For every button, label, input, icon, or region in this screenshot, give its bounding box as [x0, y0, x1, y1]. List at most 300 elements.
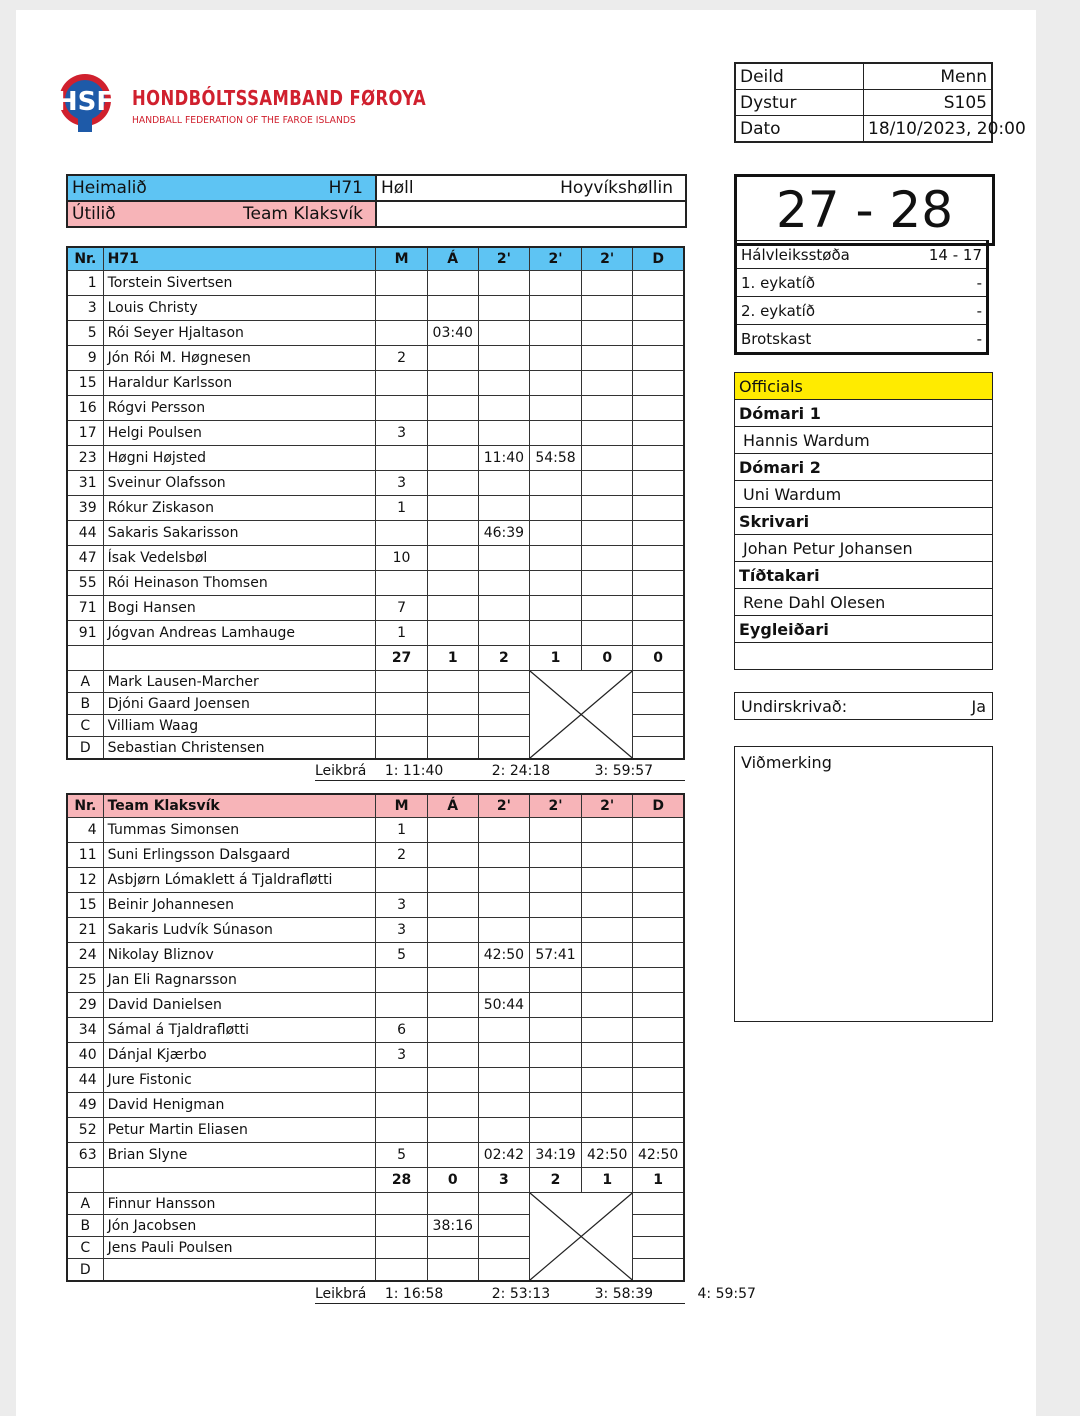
player-stat-d — [633, 571, 684, 596]
player-stat-t2 — [529, 471, 581, 496]
player-stat-d — [633, 1043, 684, 1068]
player-stat-a — [427, 868, 478, 893]
official-two-empty — [478, 1193, 529, 1215]
player-stat-t1 — [478, 1043, 529, 1068]
player-number: 17 — [67, 421, 103, 446]
official-code: A — [67, 671, 103, 693]
org-subtitle: HANDBALL FEDERATION OF THE FAROE ISLANDS — [132, 115, 356, 126]
player-stat-d — [633, 546, 684, 571]
table-row — [67, 918, 684, 943]
player-number: 24 — [67, 943, 103, 968]
player-number: 52 — [67, 1118, 103, 1143]
venue-name: Hoyvíkshøllin — [560, 178, 673, 198]
player-number: 63 — [67, 1143, 103, 1168]
venue-label: Høll — [381, 178, 414, 198]
player-name: Jan Eli Ragnarsson — [103, 968, 376, 993]
official-warning — [427, 1259, 478, 1282]
player-name: Jón Rói M. Høgnesen — [103, 346, 376, 371]
player-stat-t2 — [529, 918, 581, 943]
player-number: 3 — [67, 296, 103, 321]
player-stat-d — [633, 396, 684, 421]
player-stat-t1 — [478, 1118, 529, 1143]
player-stat-m — [376, 1118, 427, 1143]
player-stat-a — [427, 1043, 478, 1068]
player-stat-m: 10 — [376, 546, 427, 571]
player-stat-t1 — [478, 621, 529, 646]
table-row — [67, 868, 684, 893]
player-number: 15 — [67, 371, 103, 396]
official-m-empty — [376, 737, 427, 760]
player-stat-t1 — [478, 546, 529, 571]
match-header-table — [66, 174, 687, 228]
column-header-m: M — [376, 247, 427, 271]
player-stat-t3 — [582, 271, 633, 296]
player-stat-d — [633, 993, 684, 1018]
player-stat-m: 3 — [376, 893, 427, 918]
player-stat-m — [376, 1093, 427, 1118]
official-two-empty — [478, 1259, 529, 1282]
official-two-empty — [478, 1237, 529, 1259]
player-name: Høgni Højsted — [103, 446, 376, 471]
player-stat-m: 3 — [376, 918, 427, 943]
player-name: Rógvi Persson — [103, 396, 376, 421]
table-row — [67, 396, 684, 421]
official-role: Tíðtakari — [735, 562, 993, 589]
player-name: Petur Martin Eliasen — [103, 1118, 376, 1143]
player-stat-t2 — [529, 968, 581, 993]
player-number: 40 — [67, 1043, 103, 1068]
total-t3: 0 — [582, 646, 633, 671]
player-stat-a — [427, 421, 478, 446]
player-stat-t3 — [582, 496, 633, 521]
player-number: 34 — [67, 1018, 103, 1043]
player-stat-d — [633, 596, 684, 621]
player-stat-d — [633, 943, 684, 968]
player-stat-t3 — [582, 621, 633, 646]
player-stat-m: 1 — [376, 496, 427, 521]
official-name — [103, 1259, 376, 1282]
table-header-row — [67, 247, 684, 271]
player-name: Jógvan Andreas Lamhauge — [103, 621, 376, 646]
column-header-team: H71 — [103, 247, 376, 271]
player-stat-m — [376, 993, 427, 1018]
player-stat-m: 3 — [376, 1043, 427, 1068]
player-stat-d — [633, 521, 684, 546]
player-number: 55 — [67, 571, 103, 596]
score-detail-table: Hálvleiksstøða 14 - 17 1. eykatíð - 2. eykatíð - Brotskast - — [734, 240, 989, 355]
player-stat-t1 — [478, 321, 529, 346]
player-stat-m: 3 — [376, 421, 427, 446]
official-warning — [427, 737, 478, 760]
column-header-two3: 2' — [582, 794, 633, 818]
player-number: 4 — [67, 818, 103, 843]
total-m: 27 — [376, 646, 427, 671]
player-stat-t2 — [529, 993, 581, 1018]
official-d-empty — [633, 1259, 684, 1282]
player-stat-m: 5 — [376, 1143, 427, 1168]
player-stat-a — [427, 1118, 478, 1143]
official-m-empty — [376, 1237, 427, 1259]
player-stat-d — [633, 893, 684, 918]
player-stat-a — [427, 371, 478, 396]
player-stat-a: 03:40 — [427, 321, 478, 346]
total-m: 28 — [376, 1168, 427, 1193]
player-stat-a — [427, 1018, 478, 1043]
player-stat-d — [633, 321, 684, 346]
official-name: Rene Dahl Olesen — [735, 589, 993, 616]
player-stat-t2 — [529, 818, 581, 843]
table-row — [67, 596, 684, 621]
player-stat-a — [427, 1143, 478, 1168]
column-header-two3: 2' — [582, 247, 633, 271]
table-row — [67, 546, 684, 571]
player-number: 15 — [67, 893, 103, 918]
player-stat-t1 — [478, 843, 529, 868]
player-stat-t1 — [478, 818, 529, 843]
player-stat-m — [376, 521, 427, 546]
player-stat-t1 — [478, 1068, 529, 1093]
player-number: 29 — [67, 993, 103, 1018]
player-stat-m — [376, 968, 427, 993]
home-team-name: H71 — [328, 178, 363, 198]
player-stat-t1: 11:40 — [478, 446, 529, 471]
official-two-empty — [478, 715, 529, 737]
column-header-two2: 2' — [529, 247, 581, 271]
away-team-name: Team Klaksvík — [243, 204, 363, 224]
player-number: 1 — [67, 271, 103, 296]
player-stat-d — [633, 968, 684, 993]
player-name: Asbjørn Lómaklett á Tjaldrafløtti — [103, 868, 376, 893]
player-stat-m — [376, 868, 427, 893]
player-stat-t3 — [582, 868, 633, 893]
player-number: 91 — [67, 621, 103, 646]
crossed-out-cell — [529, 1193, 632, 1282]
official-code: A — [67, 1193, 103, 1215]
total-t3: 1 — [582, 1168, 633, 1193]
official-m-empty — [376, 693, 427, 715]
totals-empty — [103, 1168, 376, 1193]
org-name: HONDBÓLTSSAMBAND FØROYA — [132, 86, 427, 110]
official-two-empty — [478, 671, 529, 693]
totals-empty — [67, 1168, 103, 1193]
player-stat-d — [633, 296, 684, 321]
player-stat-t3 — [582, 943, 633, 968]
column-header-two2: 2' — [529, 794, 581, 818]
player-stat-t1 — [478, 496, 529, 521]
cross-out-icon — [530, 1193, 632, 1280]
player-stat-t3 — [582, 421, 633, 446]
player-number: 23 — [67, 446, 103, 471]
player-stat-a — [427, 843, 478, 868]
empty-cell — [376, 201, 686, 227]
table-row — [67, 1018, 684, 1043]
player-stat-a — [427, 968, 478, 993]
table-row — [67, 993, 684, 1018]
player-stat-m: 2 — [376, 346, 427, 371]
player-stat-d — [633, 1118, 684, 1143]
player-stat-d — [633, 843, 684, 868]
player-name: Louis Christy — [103, 296, 376, 321]
player-name: Beinir Johannesen — [103, 893, 376, 918]
player-stat-t3 — [582, 346, 633, 371]
player-stat-t2 — [529, 1018, 581, 1043]
player-name: Sveinur Olafsson — [103, 471, 376, 496]
player-stat-t3 — [582, 471, 633, 496]
player-stat-m — [376, 571, 427, 596]
player-stat-t1 — [478, 421, 529, 446]
player-stat-m — [376, 446, 427, 471]
player-stat-a — [427, 943, 478, 968]
player-name: David Henigman — [103, 1093, 376, 1118]
official-two-empty — [478, 693, 529, 715]
player-stat-t1: 50:44 — [478, 993, 529, 1018]
table-row — [67, 296, 684, 321]
official-name — [735, 643, 993, 670]
player-stat-t1 — [478, 346, 529, 371]
svg-text:HSF: HSF — [55, 87, 115, 117]
away-timeouts: Leikbrá 1: 16:58 2: 53:13 3: 58:39 4: 59:57 — [315, 1286, 756, 1302]
total-a: 0 — [427, 1168, 478, 1193]
official-name: Johan Petur Johansen — [735, 535, 993, 562]
player-stat-t2 — [529, 546, 581, 571]
player-stat-m — [376, 1068, 427, 1093]
table-row — [67, 1118, 684, 1143]
official-warning — [427, 1237, 478, 1259]
away-timeouts-underline — [315, 1303, 685, 1304]
official-name: Jón Jacobsen — [103, 1215, 376, 1237]
team-official-row — [67, 671, 684, 693]
player-stat-d — [633, 1068, 684, 1093]
player-stat-t3 — [582, 321, 633, 346]
official-warning — [427, 1193, 478, 1215]
player-name: David Danielsen — [103, 993, 376, 1018]
total-t1: 2 — [478, 646, 529, 671]
column-header-two1: 2' — [478, 247, 529, 271]
player-name: Dánjal Kjærbo — [103, 1043, 376, 1068]
table-row — [67, 1068, 684, 1093]
player-stat-d — [633, 371, 684, 396]
official-d-empty — [633, 1237, 684, 1259]
player-stat-t1 — [478, 968, 529, 993]
player-stat-d — [633, 868, 684, 893]
player-stat-m — [376, 271, 427, 296]
official-warning — [427, 671, 478, 693]
player-stat-t1: 42:50 — [478, 943, 529, 968]
player-stat-t3 — [582, 1043, 633, 1068]
player-stat-t1 — [478, 596, 529, 621]
player-name: Suni Erlingsson Dalsgaard — [103, 843, 376, 868]
official-role: Dómari 2 — [735, 454, 993, 481]
player-name: Sámal á Tjaldrafløtti — [103, 1018, 376, 1043]
player-stat-t2 — [529, 521, 581, 546]
player-stat-m: 5 — [376, 943, 427, 968]
player-stat-m: 7 — [376, 596, 427, 621]
total-t2: 1 — [529, 646, 581, 671]
table-row — [67, 893, 684, 918]
match-info-table — [734, 62, 1026, 143]
player-stat-t3 — [582, 571, 633, 596]
official-name: Finnur Hansson — [103, 1193, 376, 1215]
player-stat-d — [633, 621, 684, 646]
table-row — [67, 843, 684, 868]
player-stat-t1 — [478, 371, 529, 396]
table-row — [67, 968, 684, 993]
info-row: Dystur S105 — [735, 90, 992, 116]
player-stat-t1 — [478, 571, 529, 596]
player-stat-t2 — [529, 868, 581, 893]
official-d-empty — [633, 1193, 684, 1215]
player-stat-t2: 57:41 — [529, 943, 581, 968]
player-name: Rói Seyer Hjaltason — [103, 321, 376, 346]
player-stat-t1 — [478, 1093, 529, 1118]
official-d-empty — [633, 715, 684, 737]
player-stat-t3 — [582, 1093, 633, 1118]
player-number: 49 — [67, 1093, 103, 1118]
player-stat-a — [427, 496, 478, 521]
officials-title: Officials — [735, 373, 993, 400]
player-number: 71 — [67, 596, 103, 621]
column-header-team: Team Klaksvík — [103, 794, 376, 818]
player-stat-m: 1 — [376, 818, 427, 843]
official-name: Djóni Gaard Joensen — [103, 693, 376, 715]
table-row — [67, 943, 684, 968]
player-stat-t2 — [529, 893, 581, 918]
player-number: 9 — [67, 346, 103, 371]
table-header-row — [67, 794, 684, 818]
player-stat-t3 — [582, 1118, 633, 1143]
official-m-empty — [376, 1259, 427, 1282]
signed-box — [734, 692, 993, 720]
player-stat-a — [427, 396, 478, 421]
official-code: D — [67, 737, 103, 760]
player-stat-t1 — [478, 918, 529, 943]
player-stat-t1 — [478, 1018, 529, 1043]
player-stat-t3 — [582, 968, 633, 993]
player-stat-t3 — [582, 1018, 633, 1043]
official-m-empty — [376, 671, 427, 693]
home-label: Heimalið — [72, 178, 147, 198]
official-d-empty — [633, 693, 684, 715]
player-number: 12 — [67, 868, 103, 893]
column-header-m: M — [376, 794, 427, 818]
table-row — [67, 1093, 684, 1118]
player-stat-m — [376, 296, 427, 321]
player-stat-t1 — [478, 271, 529, 296]
table-row — [67, 1143, 684, 1168]
player-stat-t2 — [529, 1043, 581, 1068]
player-stat-a — [427, 571, 478, 596]
official-d-empty — [633, 1215, 684, 1237]
player-stat-t2 — [529, 571, 581, 596]
column-header-a: Á — [427, 794, 478, 818]
table-row — [67, 371, 684, 396]
official-code: B — [67, 693, 103, 715]
player-stat-t3 — [582, 396, 633, 421]
table-row — [67, 496, 684, 521]
total-t1: 3 — [478, 1168, 529, 1193]
table-row — [67, 321, 684, 346]
player-stat-m — [376, 396, 427, 421]
signed-label: Undirskrivað: — [741, 696, 848, 716]
cross-out-icon — [530, 671, 632, 758]
table-row — [67, 446, 684, 471]
totals-row — [67, 1168, 684, 1193]
player-stat-t1 — [478, 868, 529, 893]
player-stat-t2 — [529, 371, 581, 396]
officials-table — [734, 372, 993, 670]
player-name: Rókur Ziskason — [103, 496, 376, 521]
player-stat-m — [376, 321, 427, 346]
table-row — [67, 621, 684, 646]
table-row — [67, 1043, 684, 1068]
official-warning — [427, 693, 478, 715]
home-player-table — [66, 246, 685, 760]
player-stat-t3 — [582, 893, 633, 918]
player-number: 25 — [67, 968, 103, 993]
totals-row — [67, 646, 684, 671]
player-name: Sakaris Ludvík Súnason — [103, 918, 376, 943]
player-stat-t2: 34:19 — [529, 1143, 581, 1168]
official-warning — [427, 715, 478, 737]
total-a: 1 — [427, 646, 478, 671]
column-header-d: D — [633, 794, 684, 818]
crossed-out-cell — [529, 671, 632, 760]
player-stat-t2 — [529, 321, 581, 346]
player-stat-t3 — [582, 296, 633, 321]
remarks-label: Viðmerking — [741, 753, 832, 772]
player-stat-d — [633, 421, 684, 446]
player-stat-t2 — [529, 843, 581, 868]
official-m-empty — [376, 1215, 427, 1237]
table-row — [67, 521, 684, 546]
player-number: 5 — [67, 321, 103, 346]
player-stat-t2 — [529, 496, 581, 521]
player-number: 44 — [67, 1068, 103, 1093]
away-team-cell — [67, 201, 376, 227]
player-stat-d — [633, 471, 684, 496]
official-warning: 38:16 — [427, 1215, 478, 1237]
table-row — [67, 818, 684, 843]
player-stat-t3 — [582, 371, 633, 396]
player-name: Brian Slyne — [103, 1143, 376, 1168]
player-number: 11 — [67, 843, 103, 868]
venue-cell — [376, 175, 686, 201]
official-m-empty — [376, 715, 427, 737]
player-stat-t3 — [582, 596, 633, 621]
column-header-two1: 2' — [478, 794, 529, 818]
home-timeouts-underline — [315, 780, 685, 781]
player-stat-m: 2 — [376, 843, 427, 868]
totals-empty — [67, 646, 103, 671]
final-score: 27 - 28 — [734, 174, 995, 246]
player-stat-a — [427, 471, 478, 496]
player-stat-a — [427, 1093, 478, 1118]
official-m-empty — [376, 1193, 427, 1215]
official-role: Eygleiðari — [735, 616, 993, 643]
player-stat-t2 — [529, 596, 581, 621]
info-row: Deild Menn — [735, 63, 992, 90]
player-stat-t2: 54:58 — [529, 446, 581, 471]
official-two-empty — [478, 737, 529, 760]
player-stat-d — [633, 818, 684, 843]
player-stat-t2 — [529, 1093, 581, 1118]
player-stat-t3 — [582, 546, 633, 571]
official-role: Skrivari — [735, 508, 993, 535]
player-name: Bogi Hansen — [103, 596, 376, 621]
player-stat-m — [376, 371, 427, 396]
official-role: Dómari 1 — [735, 400, 993, 427]
player-stat-d — [633, 446, 684, 471]
